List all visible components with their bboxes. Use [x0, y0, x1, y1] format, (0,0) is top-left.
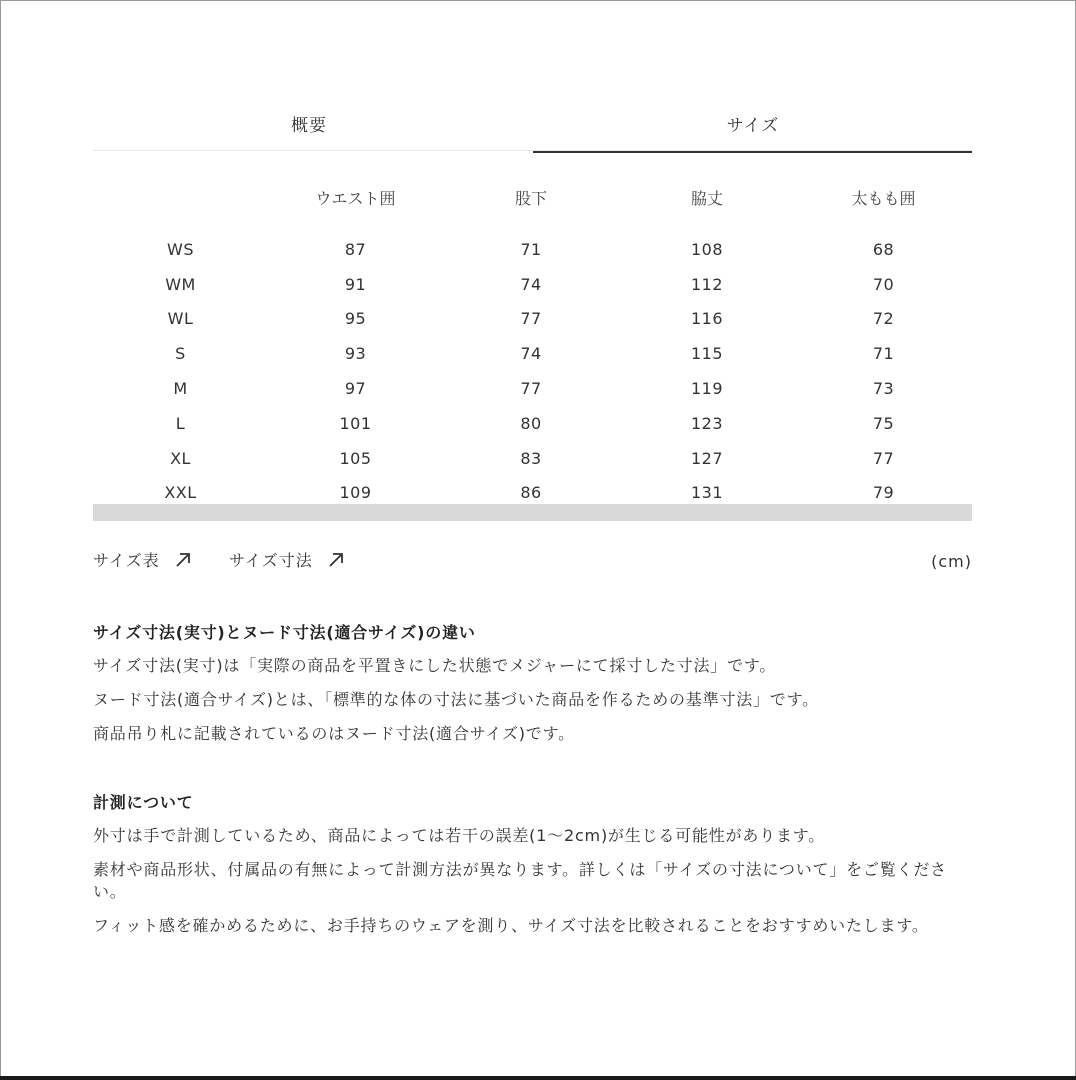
table-cell: 97	[344, 379, 367, 399]
unit-label: (cm)	[931, 552, 972, 571]
table-row	[93, 406, 972, 441]
section-paragraph: サイズ寸法(実寸)は「実際の商品を平置きにした状態でメジャーにて採寸した寸法」です。	[93, 656, 777, 675]
table-cell: 74	[520, 274, 542, 294]
section-heading: 計測について	[93, 793, 194, 812]
table-row	[93, 267, 972, 302]
table-cell: 115	[690, 344, 724, 364]
table-cell: 71	[872, 344, 895, 364]
table-header-row	[93, 178, 972, 216]
size-label-cell: XXL	[164, 483, 197, 503]
table-header-cell: 脇丈	[690, 188, 723, 208]
table-cell: 93	[344, 344, 367, 364]
table-header-cell	[93, 178, 268, 216]
size-dimensions-link[interactable]	[229, 548, 345, 571]
table-cell: 70	[872, 274, 895, 294]
size-chart-link-label: サイズ表	[93, 551, 160, 570]
table-cell: 75	[872, 413, 895, 433]
table-cell: 131	[690, 483, 724, 503]
table-cell: 105	[339, 448, 372, 468]
table-cell: 127	[690, 448, 724, 468]
table-cell: 77	[520, 379, 542, 399]
tab-overview-label: 概要	[291, 115, 327, 136]
table-cell: 73	[872, 379, 895, 399]
size-links-row	[93, 548, 972, 578]
table-row	[93, 371, 972, 406]
section-paragraph: 素材や商品形状、付属品の有無によって計測方法が異なります。詳しくは「サイズの寸法について」をご覧ください。	[93, 860, 947, 901]
horizontal-scrollbar[interactable]	[93, 504, 972, 521]
table-cell: 87	[344, 239, 367, 259]
size-label-cell: M	[173, 379, 188, 399]
tab-divider	[93, 150, 972, 151]
size-table	[93, 178, 972, 510]
table-header-cell: ウエスト囲	[315, 188, 396, 208]
bottom-border	[0, 1076, 1076, 1080]
section-paragraph: ヌード寸法(適合サイズ)とは、「標準的な体の寸法に基づいた商品を作るための基準寸法」です。	[93, 690, 819, 709]
tab-overview[interactable]	[93, 96, 533, 150]
tab-size[interactable]	[533, 96, 973, 150]
table-cell: 79	[872, 483, 895, 503]
table-cell: 123	[690, 413, 724, 433]
table-cell: 72	[872, 309, 895, 329]
table-row	[93, 302, 972, 337]
table-cell: 95	[344, 309, 367, 329]
table-row	[93, 232, 972, 267]
measurement-section	[93, 790, 978, 949]
size-label-cell: WM	[165, 274, 196, 294]
table-cell: 109	[339, 483, 372, 503]
section-heading: サイズ寸法(実寸)とヌード寸法(適合サイズ)の違い	[93, 623, 476, 642]
size-dimensions-link-label: サイズ寸法	[229, 551, 313, 570]
arrow-up-right-icon	[327, 551, 345, 569]
table-cell: 68	[872, 239, 895, 259]
table-cell: 77	[872, 448, 895, 468]
table-header-cell: 股下	[514, 188, 547, 208]
table-cell: 91	[344, 274, 367, 294]
table-cell: 74	[520, 344, 542, 364]
table-cell: 71	[520, 239, 542, 259]
table-cell: 77	[520, 309, 542, 329]
arrow-up-right-icon	[174, 551, 192, 569]
size-label-cell: S	[175, 344, 186, 364]
table-cell: 80	[520, 413, 542, 433]
section-paragraph: 商品吊り札に記載されているのはヌード寸法(適合サイズ)です。	[93, 724, 575, 743]
section-paragraph: フィット感を確かめるために、お手持ちのウェアを測り、サイズ寸法を比較されることをおすすめいたします。	[93, 916, 929, 935]
tab-size-label: サイズ	[726, 115, 780, 136]
table-cell: 116	[690, 309, 724, 329]
size-difference-section	[93, 620, 978, 757]
table-cell: 108	[690, 239, 724, 259]
table-cell: 119	[690, 379, 724, 399]
table-header-cell: 太もも囲	[851, 188, 916, 208]
table-cell: 83	[520, 448, 542, 468]
table-row	[93, 441, 972, 476]
table-row	[93, 336, 972, 371]
tab-bar	[93, 96, 972, 154]
size-label-cell: L	[175, 413, 186, 433]
table-cell: 112	[690, 274, 724, 294]
size-label-cell: WL	[167, 309, 194, 329]
size-label-cell: WS	[167, 239, 194, 259]
section-paragraph: 外寸は手で計測しているため、商品によっては若干の誤差(1〜2cm)が生じる可能性があります。	[93, 826, 826, 845]
size-label-cell: XL	[170, 448, 191, 468]
size-chart-link[interactable]	[93, 548, 192, 571]
table-cell: 101	[339, 413, 372, 433]
table-cell: 86	[520, 483, 542, 503]
